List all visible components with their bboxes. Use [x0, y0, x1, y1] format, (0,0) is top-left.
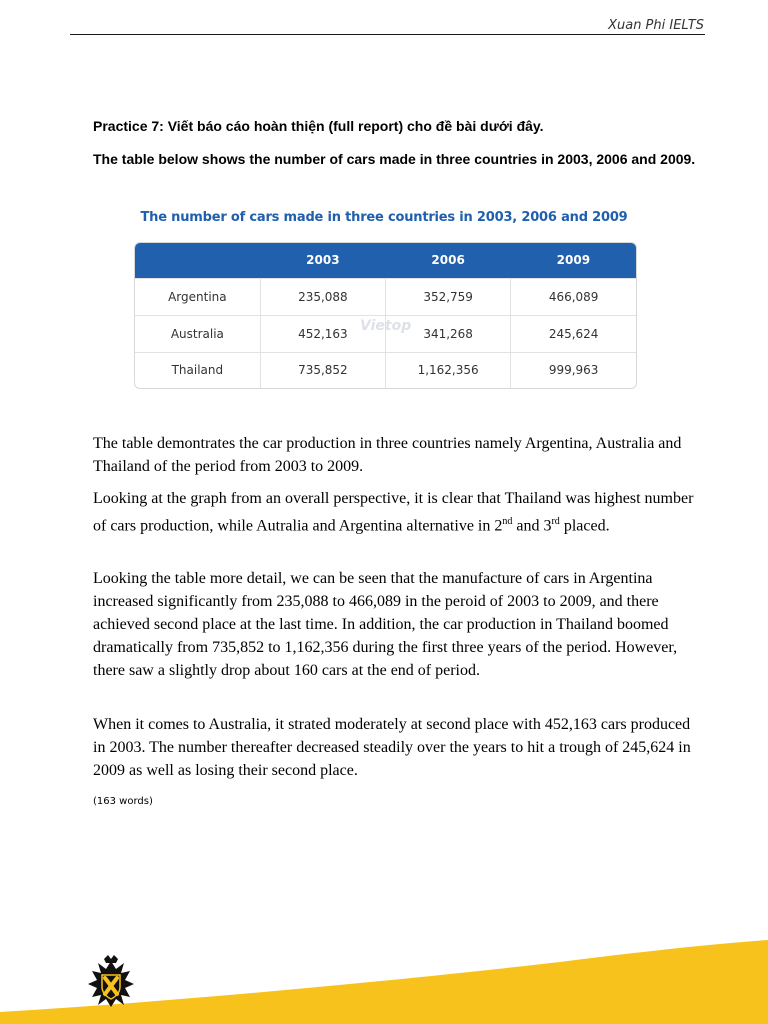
superscript-rd: rd: [551, 516, 560, 527]
table-cell: 466,089: [511, 278, 636, 315]
practice-title: Practice 7: Viết báo cáo hoàn thiện (full report) cho đề bài dưới đây.: [93, 118, 544, 134]
table-cell: 452,163: [260, 315, 385, 352]
header-brand: Xuan Phi IELTS: [608, 18, 704, 33]
essay-paragraph-1: The table demontrates the car production in three countries namely Argentina, Australia and Thailand of the period from 2003 to 2009.: [93, 435, 682, 475]
essay-p2-part-b: and 3: [512, 517, 552, 535]
essay-p2-part-a: Looking at the graph from an overall perspective, it is clear that Thailand was highest number of cars production, while Autralia and Argentina alternative in 2: [93, 490, 694, 535]
row-country: Argentina: [135, 278, 260, 315]
table-cell: 245,624: [511, 315, 636, 352]
table-cell: 341,268: [386, 315, 511, 352]
table-cell: 235,088: [260, 278, 385, 315]
table-header-2003: 2003: [306, 253, 340, 268]
table-row: [135, 278, 636, 315]
watermark: Vietop: [360, 318, 412, 334]
essay-paragraph-3: Looking the table more detail, we can be seen that the manufacture of cars in Argentina increased significantly from 235,088 to 466,089 in the peroid of 2003 to 2009, and there achieved second place at the last time. In addition, the car production in Thailand boomed dramatically from 735,852 to 1,162,356 during the first three years of the period. However, there saw a slightly drop about 160 cars at the end of period.: [93, 570, 678, 679]
essay-p2-part-c: placed.: [559, 517, 610, 535]
row-country: Thailand: [135, 352, 260, 388]
row-country: Australia: [135, 315, 260, 352]
table-header-2009: 2009: [556, 253, 591, 268]
table-cell: 999,963: [511, 352, 636, 388]
header-rule: [70, 34, 705, 35]
table-caption: The number of cars made in three countries in 2003, 2006 and 2009: [140, 210, 628, 225]
table-cell: 352,759: [386, 278, 511, 315]
table-header-row: [135, 243, 636, 278]
superscript-nd: nd: [502, 516, 513, 527]
essay-paragraph-4: When it comes to Australia, it strated moderately at second place with 452,163 cars produced in 2003. The number thereafter decreased steadily over the years to hit a trough of 245,624 in 2009 as well as losing their second place.: [93, 716, 691, 779]
table-row: [135, 352, 636, 388]
table-cell: 1,162,356: [386, 352, 511, 388]
table-header-empty: [135, 243, 260, 278]
word-count: (163 words): [93, 796, 153, 807]
essay-paragraph-2: [93, 487, 705, 537]
table-header-2006: 2006: [431, 253, 465, 268]
crest-logo-icon: [80, 953, 142, 1015]
table-cell: 735,852: [260, 352, 385, 388]
data-table: [134, 242, 637, 389]
task-prompt: The table below shows the number of cars made in three countries in 2003, 2006 and 2009.: [93, 151, 696, 167]
